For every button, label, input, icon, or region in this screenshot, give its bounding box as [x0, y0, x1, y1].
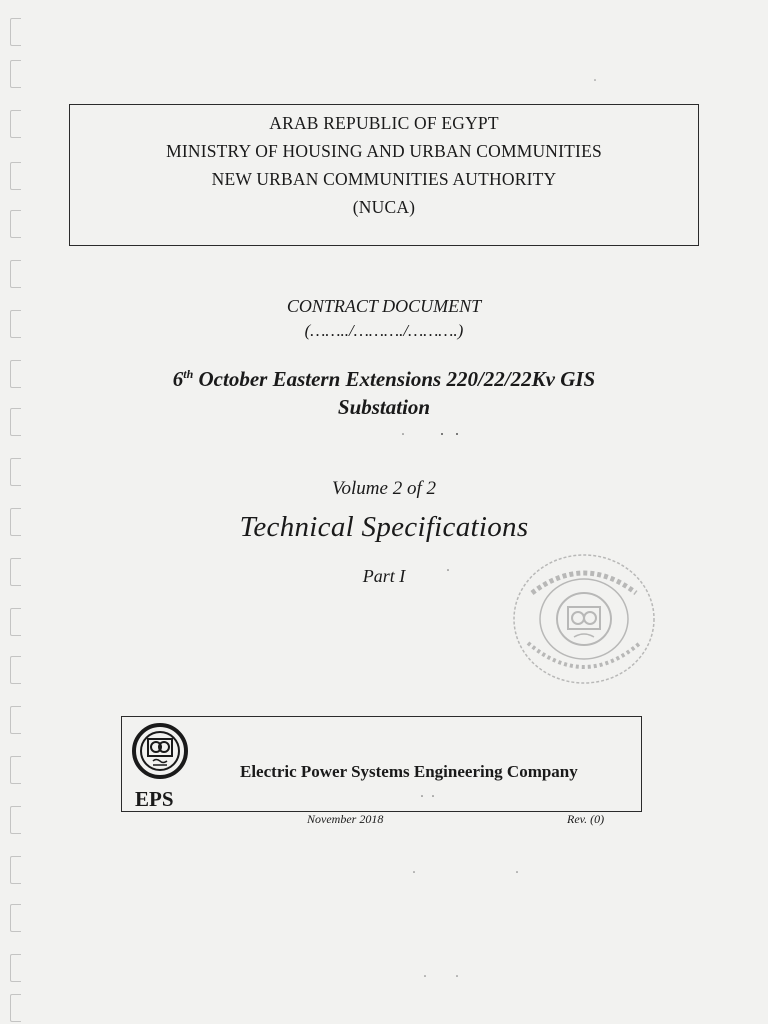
company-abbreviation: EPS: [135, 787, 174, 811]
project-line2: Substation: [337, 395, 431, 419]
issue-date: November 2018: [307, 812, 384, 826]
contract-title: CONTRACT DOCUMENT: [286, 296, 482, 316]
contract-date-placeholder: (……../………./……….): [304, 321, 464, 340]
company-name: Electric Power Systems Engineering Company: [240, 762, 578, 781]
volume-label: Volume 2 of 2: [332, 478, 436, 499]
revision-number: Rev. (0): [567, 812, 605, 826]
project-ordinal: th: [183, 367, 194, 381]
header-ministry: MINISTRY OF HOUSING AND URBAN COMMUNITIES: [166, 141, 602, 161]
project-number: 6: [172, 367, 184, 391]
document-title: Technical Specifications: [239, 511, 529, 543]
part-label: Part I: [362, 566, 406, 586]
header-abbreviation: (NUCA): [352, 197, 416, 217]
header-country: ARAB REPUBLIC OF EGYPT: [269, 113, 499, 133]
project-line1: October Eastern Extensions 220/22/22Kv GIS: [193, 367, 596, 391]
header-authority: NEW URBAN COMMUNITIES AUTHORITY: [211, 169, 557, 189]
